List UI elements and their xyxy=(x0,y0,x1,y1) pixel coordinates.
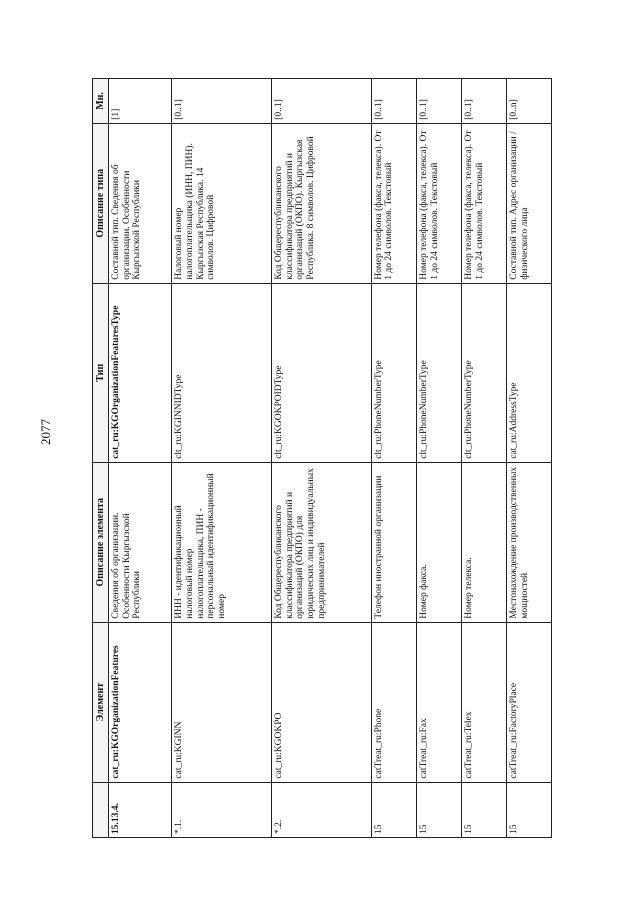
page-number: 2077 xyxy=(38,419,53,445)
row-element: catTreat_ru:FactoryPlace xyxy=(506,622,551,782)
row-element: catTreat_ru:Telex xyxy=(461,622,506,782)
row-type: cat_ru:KGOrganizationFeaturesType xyxy=(109,283,172,462)
row-element: cat_ru:KGINN xyxy=(172,622,272,782)
row-type-desc: Номер телефона (факса, телекса). От 1 до 24 символов. Текстовый xyxy=(416,123,461,283)
row-multiplicity: [0..1] xyxy=(272,79,372,124)
row-number: 15 xyxy=(506,782,551,837)
row-multiplicity: [0..1] xyxy=(172,79,272,124)
row-multiplicity: [1] xyxy=(109,79,172,124)
row-type-desc: Составной тип. Адрес организации / физического лица xyxy=(506,123,551,283)
row-number: 15.13.4. xyxy=(109,782,172,837)
header-type: Тип xyxy=(93,283,109,462)
table-row xyxy=(371,79,416,838)
header-multiplicity: Мн. xyxy=(93,79,109,124)
row-type: clt_ru:PhoneNumberType xyxy=(416,283,461,462)
row-element-desc: Местонахождение производственных мощностей xyxy=(506,462,551,622)
header-num xyxy=(93,782,109,837)
row-type-desc: Составной тип. Сведения об организации. Особенности Кыргызской Республики xyxy=(109,123,172,283)
row-type: clt_ru:PhoneNumberType xyxy=(461,283,506,462)
table-row xyxy=(172,79,272,838)
row-type: clt_ru:PhoneNumberType xyxy=(371,283,416,462)
row-element-desc: Телефон иностранной организации xyxy=(371,462,416,622)
row-number: 15 xyxy=(416,782,461,837)
row-type-desc: Код Общереспубликанского классификатора предприятий и организаций (ОКПО). Кыргызская Республика. 8 символов. Цифровой xyxy=(272,123,372,283)
row-multiplicity: [0..1] xyxy=(461,79,506,124)
row-number: 15 xyxy=(461,782,506,837)
element-table xyxy=(92,78,552,838)
row-multiplicity: [0..n] xyxy=(506,79,551,124)
table-row xyxy=(416,79,461,838)
row-number: 15 xyxy=(371,782,416,837)
row-element: cat_ru:KGOKPO xyxy=(272,622,372,782)
row-type-desc: Номер телефона (факса, телекса). От 1 до 24 символов. Текстовый xyxy=(461,123,506,283)
row-type-desc: Налоговый номер налогоплательщика (ИНН, ПИН). Кыргызская Республика. 14 символов. Цифровой xyxy=(172,123,272,283)
header-element-desc: Описание элемента xyxy=(93,462,109,622)
table-row xyxy=(461,79,506,838)
table-row xyxy=(272,79,372,838)
row-multiplicity: [0..1] xyxy=(416,79,461,124)
row-element: catTreat_ru:Phone xyxy=(371,622,416,782)
row-element: cat_ru:KGOrganizationFeatures xyxy=(109,622,172,782)
table-header-row xyxy=(93,79,109,838)
row-element-desc: Номер телекса. xyxy=(461,462,506,622)
header-element: Элемент xyxy=(93,622,109,782)
row-multiplicity: [0..1] xyxy=(371,79,416,124)
row-element: catTreat_ru:Fax xyxy=(416,622,461,782)
row-type: clt_ru:KGOKPOIDType xyxy=(272,283,372,462)
table-row xyxy=(109,79,172,838)
row-type: cat_ru:AddressType xyxy=(506,283,551,462)
row-number: *.2. xyxy=(272,782,372,837)
row-element-desc: Сведения об организации. Особенности Кыргызской Республики xyxy=(109,462,172,622)
table-row xyxy=(506,79,551,838)
row-element-desc: ИНН - идентификационный налоговый номер налогоплательщика, ПИН - персональный идентификационный номер xyxy=(172,462,272,622)
row-element-desc: Код Общереспубликанского классификатора предприятий и организаций (ОКПО) для юридических лиц и индивидуальных предпринимателей xyxy=(272,462,372,622)
row-number: *.1. xyxy=(172,782,272,837)
header-type-desc: Описание типа xyxy=(93,123,109,283)
row-type: clt_ru:KGINNIDType xyxy=(172,283,272,462)
rotated-table-container xyxy=(92,78,552,838)
row-element-desc: Номер факса. xyxy=(416,462,461,622)
row-type-desc: Номер телефона (факса, телекса). От 1 до 24 символов. Текстовый xyxy=(371,123,416,283)
